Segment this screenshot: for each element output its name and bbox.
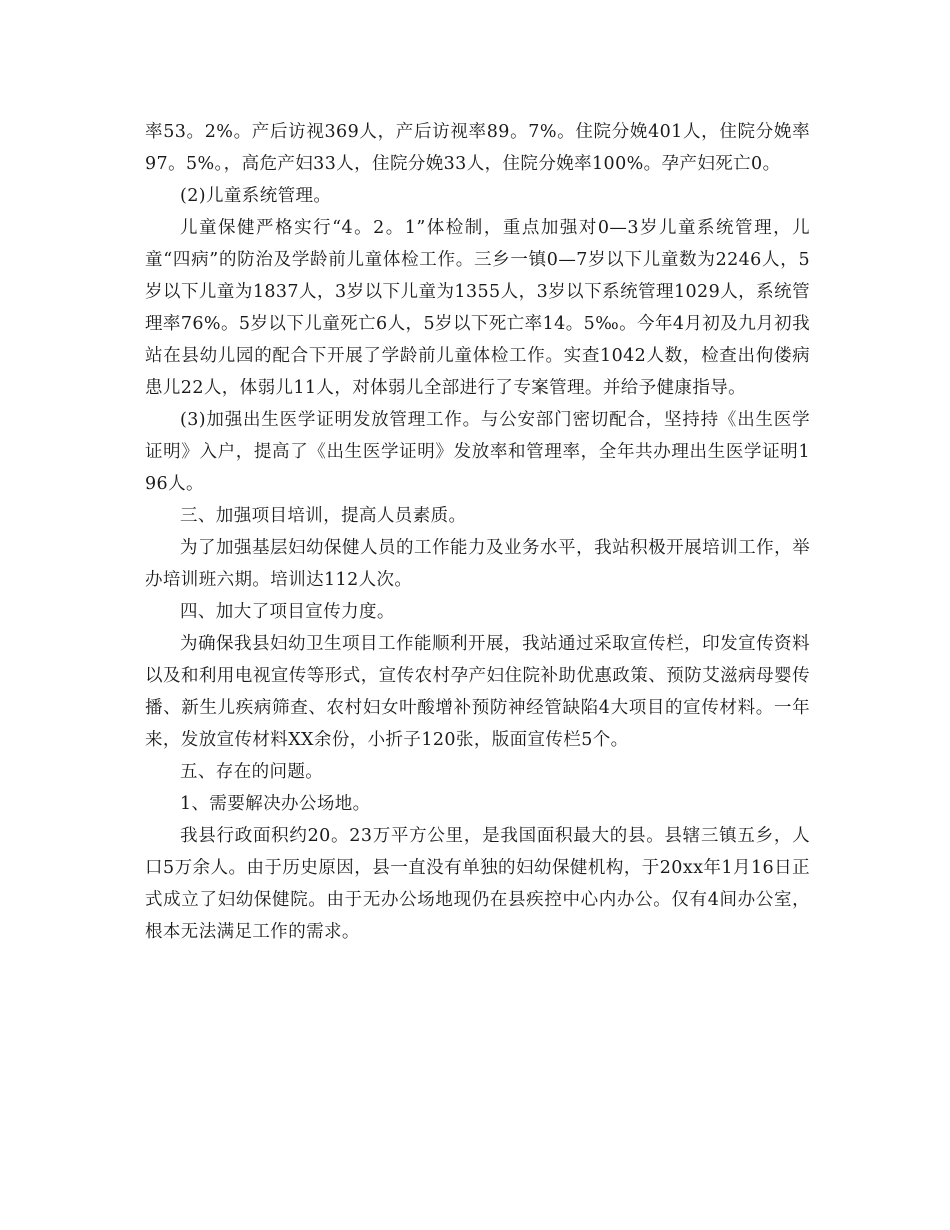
paragraph-birth-certificate: (3)加强出生医学证明发放管理工作。与公安部门密切配合，坚持持《出生医学证明》入户，提高了《出生医学证明》发放率和管理率，全年共办理出生医学证明196人。 [145,410,810,494]
heading-child-management: (2)儿童系统管理。 [180,186,332,206]
heading-office-space: 1、需要解决办公场地。 [180,794,371,814]
paragraph-training: 为了加强基层妇幼保健人员的工作能力及业务水平，我站积极开展培训工作，举办培训班六期。培训达112人次。 [145,538,810,590]
heading-problems: 五、存在的问题。 [180,762,324,782]
paragraph-child-health: 儿童保健严格实行“4。2。1”体检制，重点加强对0—3岁儿童系统管理，儿童“四病”的防治及学龄前儿童体检工作。三乡一镇0—7岁以下儿童数为2246人，5岁以下儿童为1837人，3岁以下儿童为1355人，3岁以下系统管理1029人，系统管理率76%。5岁以下儿童死亡6人，5岁以下死亡率14。5‰。今年4月初及九月初我站在县幼儿园的配合下开展了学龄前儿童体检工作。实查1042人数，检查出佝偻病患儿22人，体弱儿11人，对体弱儿全部进行了专案管理。并给予健康指导。 [145,218,810,398]
heading-publicity: 四、加大了项目宣传力度。 [180,602,395,622]
heading-training: 三、加强项目培训，提高人员素质。 [180,506,467,526]
document-body [145,116,810,948]
paragraph-publicity: 为确保我县妇幼卫生项目工作能顺利开展，我站通过采取宣传栏，印发宣传资料以及和利用电视宣传等形式，宣传农村孕产妇住院补助优惠政策、预防艾滋病母婴传播、新生儿疾病筛查、农村妇女叶酸增补预防神经管缺陷4大项目的宣传材料。一年来，发放宣传材料XX余份，小折子120张，版面宣传栏5个。 [145,634,810,750]
paragraph-office-space: 我县行政面积约20。23万平方公里，是我国面积最大的县。县辖三镇五乡，人口5万余人。由于历史原因，县一直没有单独的妇幼保健机构，于20xx年1月16日正式成立了妇幼保健院。由于无办公场地现仍在县疾控中心内办公。仅有4间办公室，根本无法满足工作的需求。 [145,826,810,942]
paragraph-maternal-stats: 率53。2%。产后访视369人，产后访视率89。7%。住院分娩401人，住院分娩率97。5%。，高危产妇33人，住院分娩33人，住院分娩率100%。孕产妇死亡0。 [145,122,810,174]
